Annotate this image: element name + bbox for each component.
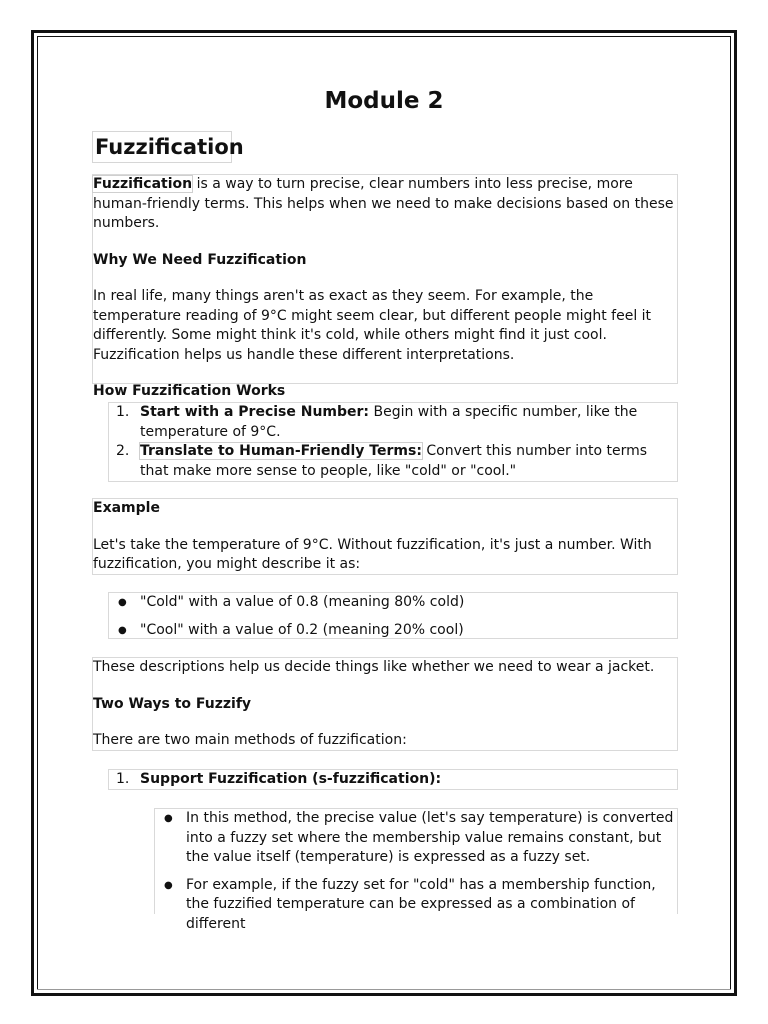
step-text: Begin with a specific number, like the temperature of 9°C. <box>140 404 638 440</box>
list-item: 1. Start with a Precise Number: Begin with a specific number, like the temperature of 9°C. <box>116 404 638 440</box>
section-heading: Fuzzification <box>92 131 232 163</box>
list-item: ● "Cool" with a value of 0.2 (meaning 20% cool) <box>118 621 464 638</box>
intro-term: Fuzzification <box>93 176 193 192</box>
how-heading: How Fuzzification Works <box>93 383 286 399</box>
method-list <box>108 769 678 790</box>
step-label: Start with a Precise Number: <box>140 404 370 420</box>
list-item: ● "Cold" with a value of 0.8 (meaning 80% cold) <box>118 594 465 610</box>
example-block <box>92 498 678 575</box>
method-bullets <box>154 808 678 932</box>
after-example-paragraph: These descriptions help us decide things like whether we need to wear a jacket. <box>93 659 655 675</box>
intro-text: is a way to turn precise, clear numbers into less precise, more human-friendly terms. This helps when we need to make decisions based on these numbers. <box>93 176 674 231</box>
two-ways-block <box>92 657 678 751</box>
method-label: Support Fuzzification (s-fuzzification): <box>140 771 442 787</box>
steps-list <box>108 402 678 482</box>
list-item: ● In this method, the precise value (let's say temperature) is converted into a fuzzy set where the membership value remains constant, but the value itself (temperature) is expressed as a fuzzy set. <box>164 810 674 865</box>
two-ways-paragraph: There are two main methods of fuzzification: <box>93 732 407 748</box>
example-heading: Example <box>93 500 160 516</box>
list-item: 2. Translate to Human-Friendly Terms: Convert this number into terms that make more sense to people, like "cold" or "cool." <box>116 443 648 479</box>
list-item: 1. Support Fuzzification (s-fuzzification): <box>116 771 442 787</box>
why-paragraph: In real life, many things aren't as exact as they seem. For example, the temperature reading of 9°C might seem clear, but different people might feel it differently. Some might think it's cold, while others might find it just cool. Fuzzification helps us handle these different interpretations. <box>93 288 652 363</box>
example-paragraph: Let's take the temperature of 9°C. Without fuzzification, it's just a number. With fuzzification, you might describe it as: <box>93 536 652 572</box>
example-bullets <box>108 592 678 639</box>
intro-block <box>92 174 678 399</box>
two-ways-heading: Two Ways to Fuzzify <box>93 695 252 712</box>
why-heading: Why We Need Fuzzification <box>93 251 307 268</box>
intro-paragraph <box>93 175 677 234</box>
bottom-rule <box>37 989 731 990</box>
step-text: Convert this number into terms that make more sense to people, like "cold" or "cool." <box>140 443 648 479</box>
step-label: Translate to Human-Friendly Terms: <box>140 443 422 459</box>
page-title: Module 2 <box>324 88 444 114</box>
list-item: ● For example, if the fuzzy set for "cold" has a membership function, the fuzzified temperature can be expressed as a combination of different <box>164 876 656 932</box>
